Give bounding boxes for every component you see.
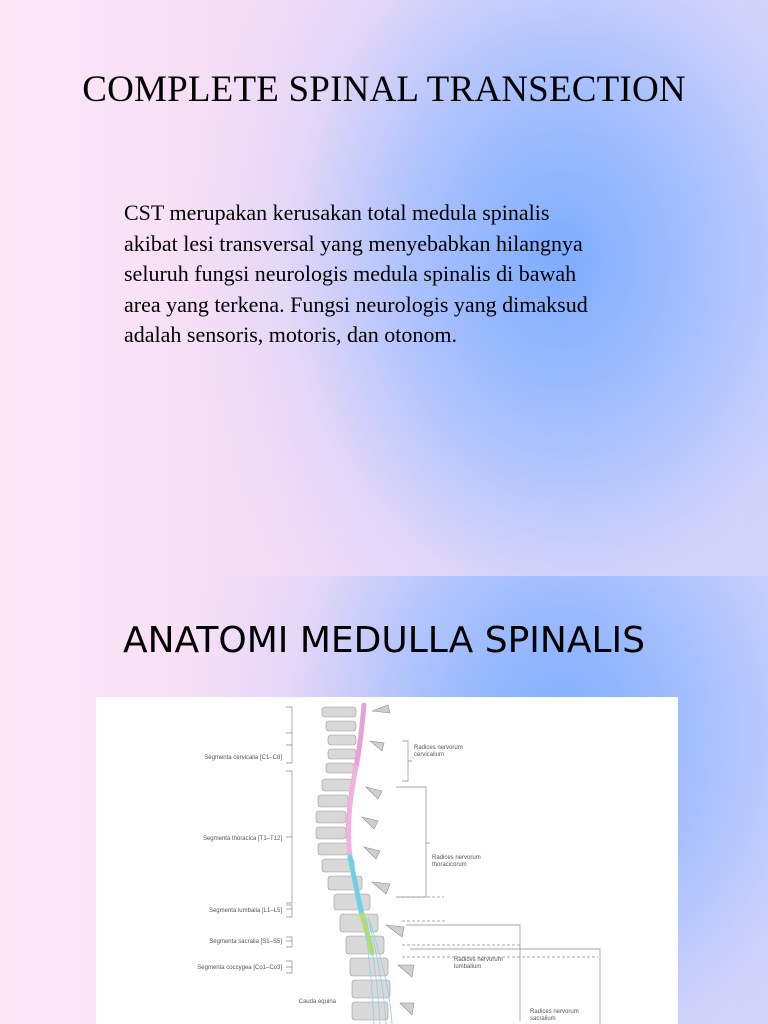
right-brackets [396,741,600,1024]
slide-body-text [124,198,684,351]
body-line: seluruh fungsi neurologis medula spinalis di bawah [124,261,577,286]
label-sacral: Segmenta sacralia [S1–S5] [209,939,282,945]
slide-title: COMPLETE SPINAL TRANSECTION [82,69,686,110]
label-cauda-equina: Cauda equina [298,999,336,1005]
body-line: CST merupakan kerusakan total medula spinalis [124,200,550,225]
label-lumbar: Segmenta lumbalia [L1–L5] [208,908,282,914]
spine-illustration [96,697,678,1024]
label-sacral-roots: Radices nervorum sacralium [530,1009,579,1022]
slide-title: ANATOMI MEDULLA SPINALIS [123,620,645,661]
label-thoracic: Segmenta thoracica [T1–T12] [202,836,282,842]
body-line: akibat lesi transversal yang menyebabkan hilangnya [124,230,583,256]
label-cervical: Segmenta cervicalia [C1–C8] [204,755,282,761]
label-coccygeal: Segmenta coccygea [Co1–Co3] [197,965,282,971]
label-lumbar-roots: Radices nervorum lumbalium [454,957,503,970]
label-thoracic-roots: Radices nervorum thoracicorum [432,855,481,868]
spinal-cord-figure [96,697,678,1024]
body-line: area yang terkena. Fungsi neurologis yang dimaksud [124,291,588,317]
left-brackets [286,707,292,973]
label-cervical-roots: Radices nervorum cervicalium [414,745,463,758]
body-line: adalah sensoris, motoris, dan otonom. [124,322,458,347]
slide-2 [0,576,768,1024]
